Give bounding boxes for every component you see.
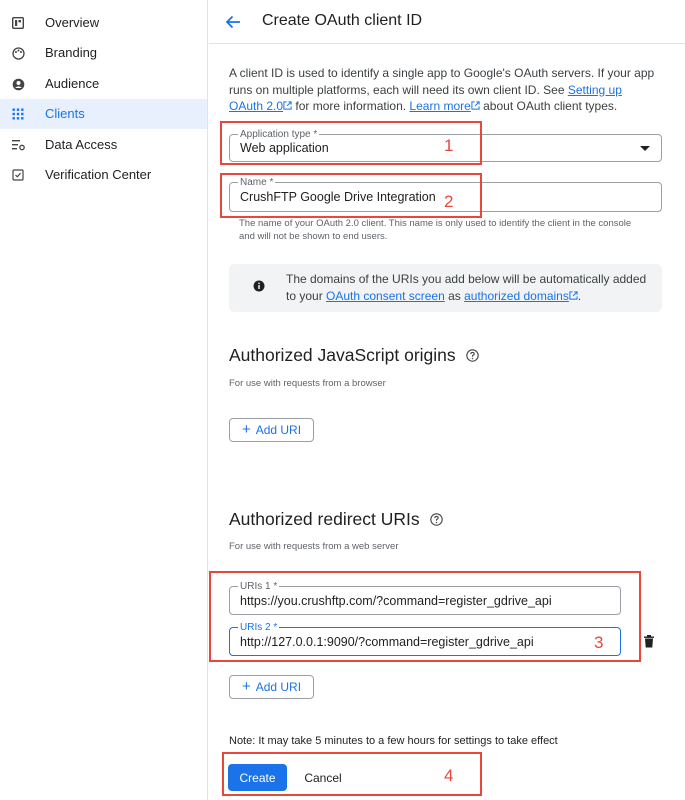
back-arrow-icon[interactable]: [225, 14, 241, 30]
js-origins-subtitle: For use with requests from a browser: [229, 378, 386, 389]
redirect-uris-subtitle: For use with requests from a web server: [229, 541, 399, 552]
external-link-icon: [569, 291, 578, 300]
add-redirect-uri-button[interactable]: + Add URI: [229, 675, 314, 699]
delete-uri-icon[interactable]: [643, 635, 655, 648]
sidebar: [0, 0, 208, 800]
js-origins-title: Authorized JavaScript origins: [229, 345, 456, 365]
annotation-number-4: 4: [444, 766, 454, 785]
dropdown-caret-icon: [640, 146, 650, 151]
redirect-uris-heading: [229, 509, 443, 530]
application-type-value: Web application: [240, 141, 329, 155]
sidebar-item-label: Clients: [45, 106, 85, 121]
sidebar-item-label: Overview: [45, 15, 100, 30]
cancel-button[interactable]: Cancel: [295, 764, 351, 791]
help-icon[interactable]: [466, 349, 479, 362]
setting-up-oauth-link[interactable]: Setting up OAuth 2.0: [229, 82, 622, 113]
grid-dots-icon: [11, 107, 25, 121]
tune-icon: [11, 138, 25, 152]
person-icon: [11, 77, 25, 91]
name-label: Name *: [240, 177, 274, 188]
annotation-number-3: 3: [594, 633, 604, 652]
learn-more-link[interactable]: Learn more: [409, 99, 471, 113]
sidebar-item-audience[interactable]: [0, 69, 207, 99]
name-value: CrushFTP Google Drive Integration: [240, 190, 436, 204]
checkbox-icon: [11, 168, 25, 182]
authorized-domains-link[interactable]: authorized domains: [464, 288, 569, 303]
page-title: Create OAuth client ID: [262, 12, 423, 29]
palette-icon: [11, 46, 25, 60]
external-link-icon: [283, 101, 292, 110]
sidebar-item-branding[interactable]: [0, 38, 207, 68]
page-header: [209, 0, 685, 44]
settings-delay-note: Note: It may take 5 minutes to a few hours for settings to take effect: [229, 735, 558, 747]
plus-icon: +: [241, 421, 251, 438]
js-origins-heading: [229, 345, 479, 366]
annotation-box-2: [220, 173, 482, 218]
redirect-uris-title: Authorized redirect URIs: [229, 509, 420, 529]
sidebar-item-label: Data Access: [45, 137, 118, 152]
redirect-uri-2-label: URIs 2 *: [240, 622, 278, 633]
annotation-number-1: 1: [444, 136, 454, 155]
redirect-uri-1-label: URIs 1 *: [240, 581, 278, 592]
help-icon[interactable]: [430, 513, 443, 526]
name-helper-text: The name of your OAuth 2.0 client. This name is only used to identify the client in the console and will not be shown to end users.: [239, 218, 632, 242]
sidebar-item-label: Audience: [45, 76, 100, 91]
redirect-uri-2-value: http://127.0.0.1:9090/?command=register_gdrive_api: [240, 635, 534, 649]
sidebar-item-label: Branding: [45, 45, 98, 60]
oauth-consent-screen-link[interactable]: OAuth consent screen: [326, 288, 445, 303]
redirect-uri-1-value: https://you.crushftp.com/?command=register_gdrive_api: [240, 594, 552, 608]
sidebar-item-verification-center[interactable]: [0, 160, 207, 190]
info-banner: [229, 264, 662, 312]
plus-icon: +: [241, 678, 251, 695]
dashboard-icon: [11, 16, 25, 30]
application-type-label: Application type *: [240, 129, 318, 140]
annotation-number-2: 2: [444, 192, 454, 211]
info-text: The domains of the URIs you add below will be automatically added to your OAuth consent screen as authorized domains .: [286, 272, 647, 303]
sidebar-item-label: Verification Center: [45, 167, 152, 182]
external-link-icon: [471, 101, 480, 110]
sidebar-item-clients[interactable]: [0, 99, 207, 129]
annotation-box-4: [222, 752, 482, 796]
info-icon: [253, 279, 265, 291]
annotation-box-1: [220, 121, 482, 165]
add-js-origin-button[interactable]: + Add URI: [229, 418, 314, 442]
sidebar-item-overview[interactable]: [0, 8, 207, 38]
annotation-box-3: [209, 571, 641, 662]
sidebar-item-data-access[interactable]: [0, 130, 207, 160]
intro-text: A client ID is used to identify a single app to Google's OAuth servers. If your app runs on multiple platforms, each will need its own client ID. See Setting up OAuth 2.0 for more information. Learn more about OAuth client types.: [229, 66, 655, 113]
create-button[interactable]: Create: [228, 764, 287, 791]
